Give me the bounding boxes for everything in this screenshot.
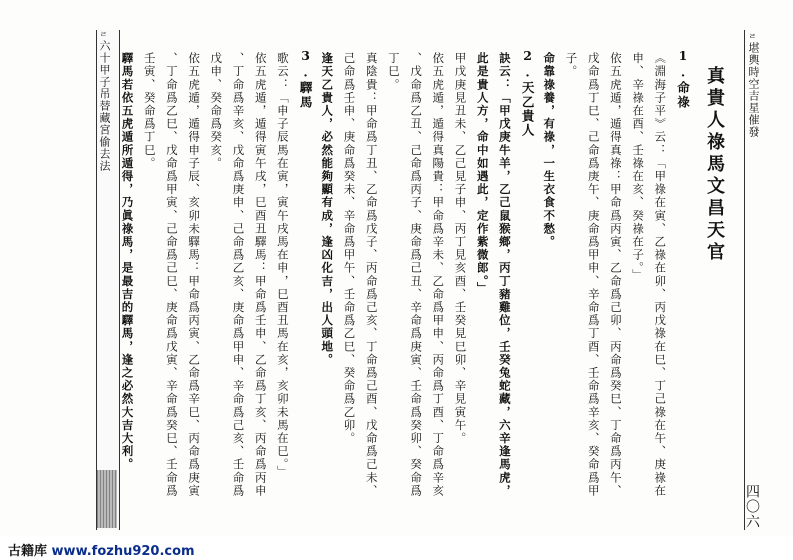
text-column: 丁巳。 <box>386 52 401 92</box>
text-column: 子。 <box>564 52 579 79</box>
section-heading: 2.天乙貴人 <box>520 48 536 138</box>
right-ornament: ㄹ <box>748 32 757 40</box>
footer-url[interactable]: www.fozhu920.com <box>51 544 195 559</box>
text-column: 歌云：「申子辰馬在寅，寅午戌馬在申，巳酉丑馬在亥，亥卯未馬在巳。」 <box>275 52 290 479</box>
text-column: 壬寅、癸命爲丁巳。 <box>142 52 157 170</box>
text-column: 依五虎遁，遁得真祿：甲命爲丙寅、乙命爲己卯、丙命爲癸巳、丁命爲丙午、 <box>608 52 623 498</box>
text-column: 戊命爲丁巳、己命爲庚午、庚命爲甲申、辛命爲丁酉、壬命爲辛亥、癸命爲甲 <box>586 52 601 498</box>
section-heading: 3.驛馬 <box>298 48 314 110</box>
chapter-title: 真貴人祿馬文昌天官 <box>704 66 725 264</box>
section-heading: 1.命祿 <box>675 48 691 110</box>
text-column: 訣云：「甲戊庚牛羊，乙己鼠猴鄉，丙丁豬雞位，壬癸兔蛇藏，六辛逢馬虎， <box>497 52 512 498</box>
text-column: 、戊命爲乙丑、己命爲丙子、庚命爲己丑、辛命爲庚寅、壬命爲癸卯、癸命爲 <box>409 52 424 498</box>
text-column: 依五虎遁，遁得申子辰、亥卯未驛馬：甲命爲丙寅、乙命爲辛巳、丙命爲庚寅 <box>187 52 202 498</box>
footer-watermark[interactable] <box>8 540 195 559</box>
text-column: 申、辛祿在酉、壬祿在亥、癸祿在子。」 <box>631 52 646 283</box>
text-column: 己命爲壬申、庚命爲癸未、辛命爲甲午、壬命爲乙巳、癸命爲乙卯。 <box>342 52 357 445</box>
text-column: 驛馬若依五虎遁所遁得，乃眞祿馬，是最吉的驛馬，逢之必然大吉大利。 <box>120 52 135 472</box>
text-column: 真陰貴：甲命爲丁丑、乙命爲戊子、丙命爲己亥、丁命爲己酉、戊命爲己未、 <box>364 52 379 498</box>
text-column: 逢天乙貴人，必然能夠顯有成，逢凶化吉，出人頭地。 <box>320 52 335 367</box>
text-column: 命靠祿養，有祿，一生衣食不愁。 <box>542 52 557 249</box>
right-running-title: 堪輿時空吉星催發 <box>747 42 760 138</box>
binding-shadow <box>97 470 117 528</box>
text-column: 依五虎遁，遁得寅午戌，巳酉丑驛馬：甲命爲壬申、乙命爲丁亥、丙命爲丙申 <box>253 52 268 498</box>
text-column: 依五虎遁，遁得真陽貴：甲命爲辛未、乙命爲甲申、丙命爲丁酉、丁命爲辛亥 <box>431 52 446 498</box>
text-column: 此是貴人方，命中如遇此，定作紫微郎。」 <box>475 52 490 296</box>
text-column: 《淵海子平》云：「甲祿在寅、乙祿在卯、丙戊祿在巳、丁己祿在午、庚祿在 <box>653 52 668 498</box>
left-running-title: 六十甲子吊替藏宮偷去法 <box>98 40 111 172</box>
text-column: 甲戊庚見丑未、乙己見子申、丙丁見亥酉、壬癸見巳卯、辛見寅午。 <box>453 52 468 445</box>
text-column: 、丁命爲辛亥、戊命爲庚申、己命爲乙亥、庚命爲甲申、辛命爲己亥、壬命爲 <box>231 52 246 498</box>
footer-site-name: 古籍库 <box>8 544 48 559</box>
text-column: 、丁命爲乙巳、戊命爲甲寅、己命爲己巳、庚命爲戊寅、辛命爲癸巳、壬命爲 <box>164 52 179 498</box>
left-ornament: ㄹ <box>99 30 108 38</box>
text-column: 戊申、癸命爲癸亥。 <box>209 52 224 170</box>
page-number: 四〇六 <box>744 484 760 529</box>
